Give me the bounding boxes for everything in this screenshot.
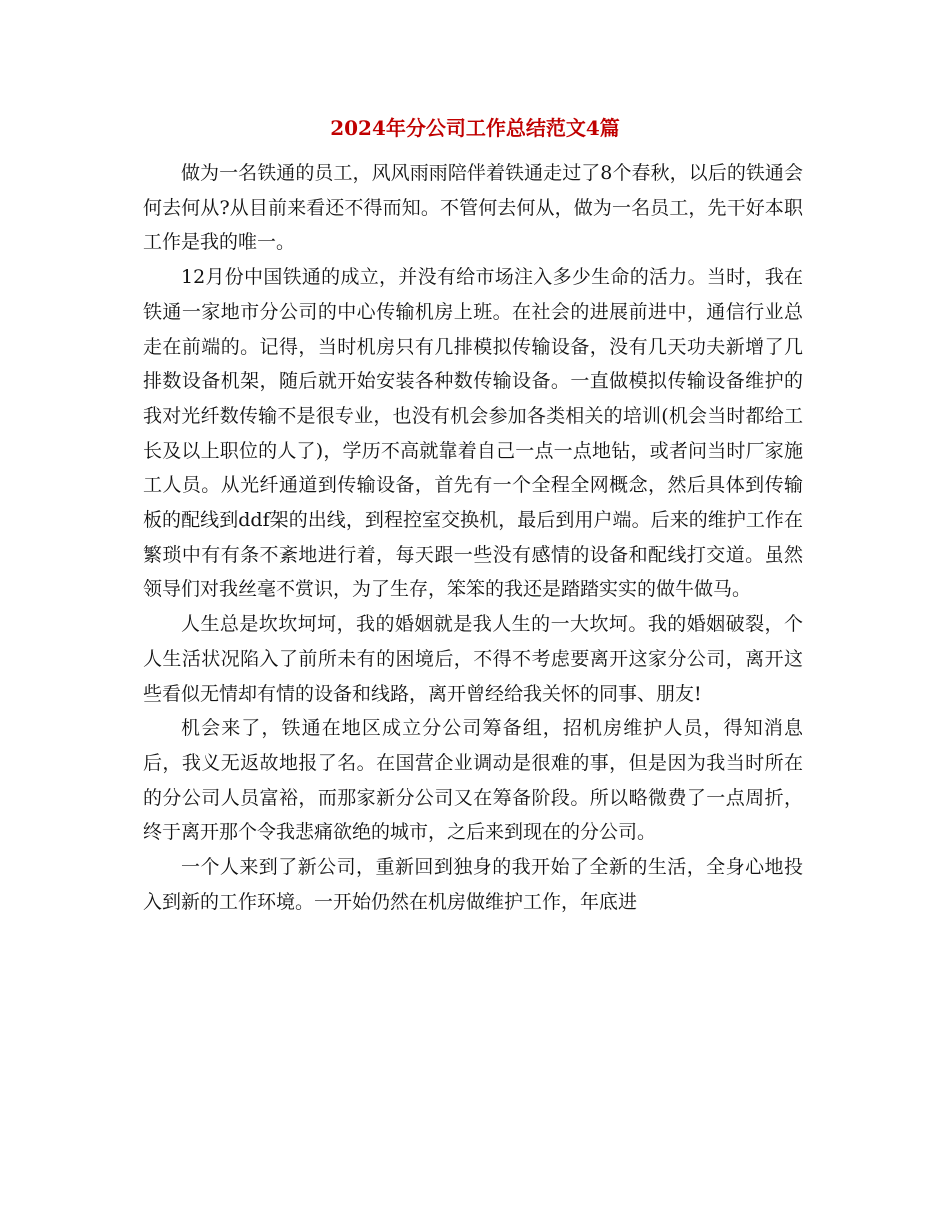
paragraph-1: 做为一名铁通的员工，风风雨雨陪伴着铁通走过了8个春秋，以后的铁通会何去何从?从目前来看还不得而知。不管何去何从，做为一名员工，先干好本职工作是我的唯一。: [143, 162, 803, 254]
paragraph-3: 人生总是坎坎坷坷，我的婚姻就是我人生的一大坎坷。我的婚姻破裂，个人生活状况陷入了前所未有的困境后，不得不考虑要离开这家分公司，离开这些看似无情却有情的设备和线路，离开曾经给我关怀的同事、朋友!: [143, 613, 803, 705]
document-body: [143, 156, 803, 919]
paragraph-2: 12月份中国铁通的成立，并没有给市场注入多少生命的活力。当时，我在铁通一家地市分公司的中心传输机房上班。在社会的进展前进中，通信行业总走在前端的。记得，当时机房只有几排模拟传输设备，没有几天功夫新增了几排数设备机架，随后就开始安装各种数传输设备。一直做模拟传输设备维护的我对光纤数传输不是很专业，也没有机会参加各类相关的培训(机会当时都给工长及以上职位的人了)，学历不高就靠着自己一点一点地钻，或者问当时厂家施工人员。从光纤通道到传输设备，首先有一个全程全网概念，然后具体到传输板的配线到ddf架的出线，到程控室交换机，最后到用户端。后来的维护工作在繁琐中有有条不紊地进行着，每天跟一些没有感情的设备和配线打交道。虽然领导们对我丝毫不赏识，为了生存，笨笨的我还是踏踏实实的做牛做马。: [143, 266, 803, 601]
paragraph-4: 机会来了，铁通在地区成立分公司筹备组，招机房维护人员，得知消息后，我义无返故地报了名。在国营企业调动是很难的事，但是因为我当时所在的分公司人员富裕，而那家新分公司又在筹备阶段。所以略微费了一点周折，终于离开那个令我悲痛欲绝的城市，之后来到现在的分公司。: [143, 717, 803, 844]
document-title: 2024年分公司工作总结范文4篇: [330, 116, 620, 140]
paragraph-5: 一个人来到了新公司，重新回到独身的我开始了全新的生活，全身心地投入到新的工作环境。一开始仍然在机房做维护工作，年底进: [143, 856, 803, 913]
